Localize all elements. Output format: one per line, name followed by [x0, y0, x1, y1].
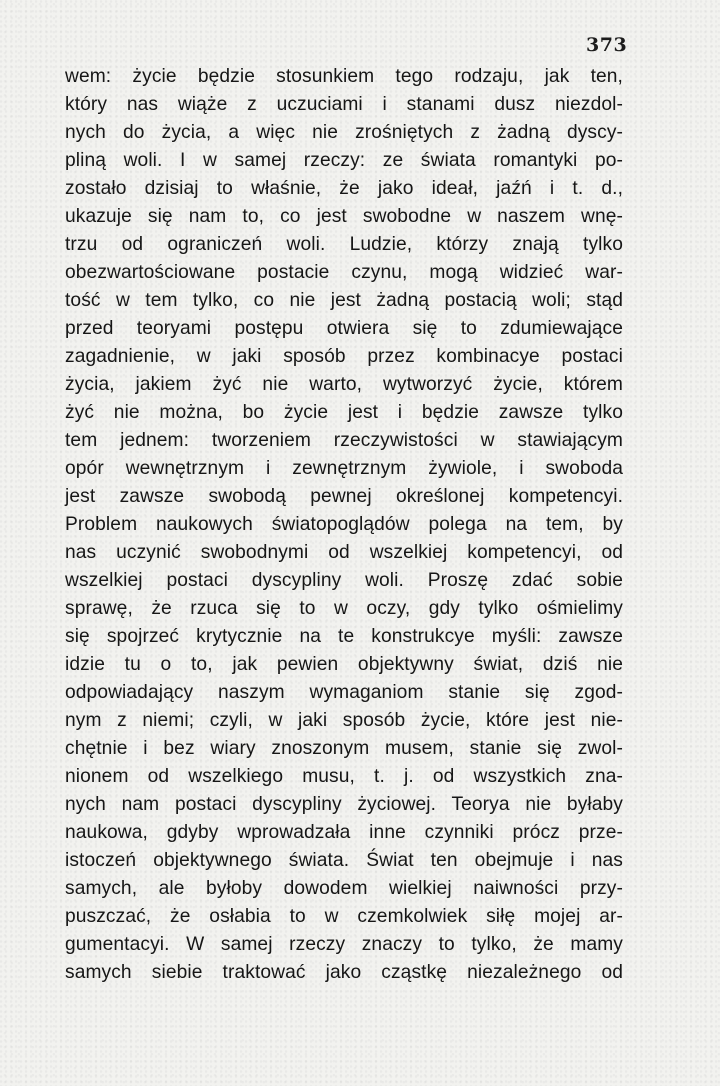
text-line: ukazuje się nam to, co jest swobodne w naszem wnę-: [65, 206, 623, 227]
text-line: trzu od ograniczeń woli. Ludzie, którzy znają tylko: [65, 234, 623, 255]
text-line: nych nam postaci dyscypliny życiowej. Teorya nie byłaby: [65, 794, 623, 815]
text-line: chętnie i bez wiary znoszonym musem, stanie się zwol-: [65, 738, 623, 759]
text-line: się spojrzeć krytycznie na te konstrukcye myśli: zawsze: [65, 626, 623, 647]
text-line: jest zawsze swobodą pewnej określonej kompetencyi.: [65, 486, 623, 507]
text-line: zostało dzisiaj to właśnie, że jako ideał, jaźń i t. d.,: [65, 178, 623, 199]
text-line: puszczać, że osłabia to w czemkolwiek siłę mojej ar-: [65, 906, 623, 927]
text-line: wszelkiej postaci dyscypliny woli. Proszę zdać sobie: [65, 570, 623, 591]
text-line: istoczeń objektywnego świata. Świat ten obejmuje i nas: [65, 850, 623, 871]
text-line: naukowa, gdyby wprowadzała inne czynniki prócz prze-: [65, 822, 623, 843]
text-line: Problem naukowych światopoglądów polega na tem, by: [65, 514, 623, 535]
text-line: wem: życie będzie stosunkiem tego rodzaju, jak ten,: [65, 66, 623, 87]
text-line: nas uczynić swobodnymi od wszelkiej kompetencyi, od: [65, 542, 623, 563]
text-line: odpowiadający naszym wymaganiom stanie się zgod-: [65, 682, 623, 703]
text-line: żyć nie można, bo życie jest i będzie zawsze tylko: [65, 402, 623, 423]
text-line: idzie tu o to, jak pewien objektywny świat, dziś nie: [65, 654, 623, 675]
text-line: samych siebie traktować jako cząstkę niezależnego od: [65, 962, 623, 983]
text-line: zagadnienie, w jaki sposób przez kombinacye postaci: [65, 346, 623, 367]
text-line: nionem od wszelkiego musu, t. j. od wszystkich zna-: [65, 766, 623, 787]
text-line: życia, jakiem żyć nie warto, wytworzyć życie, którem: [65, 374, 623, 395]
text-line: sprawę, że rzuca się to w oczy, gdy tylko ośmielimy: [65, 598, 623, 619]
text-line: który nas wiąże z uczuciami i stanami dusz niezdol-: [65, 94, 623, 115]
text-line: obezwartościowane postacie czynu, mogą widzieć war-: [65, 262, 623, 283]
text-line: nych do życia, a więc nie zrośniętych z żadną dyscy-: [65, 122, 623, 143]
text-line: samych, ale byłoby dowodem wielkiej naiwności przy-: [65, 878, 623, 899]
body-text: [65, 63, 623, 987]
text-line: tem jednem: tworzeniem rzeczywistości w stawiającym: [65, 430, 623, 451]
page-number: 373: [586, 34, 628, 56]
text-line: opór wewnętrznym i zewnętrznym żywiole, i swoboda: [65, 458, 623, 479]
text-line: tość w tem tylko, co nie jest żadną postacią woli; stąd: [65, 290, 623, 311]
text-line: przed teoryami postępu otwiera się to zdumiewające: [65, 318, 623, 339]
text-line: nym z niemi; czyli, w jaki sposób życie, które jest nie-: [65, 710, 623, 731]
text-line: pliną woli. I w samej rzeczy: ze świata romantyki po-: [65, 150, 623, 171]
text-line: gumentacyi. W samej rzeczy znaczy to tylko, że mamy: [65, 934, 623, 955]
